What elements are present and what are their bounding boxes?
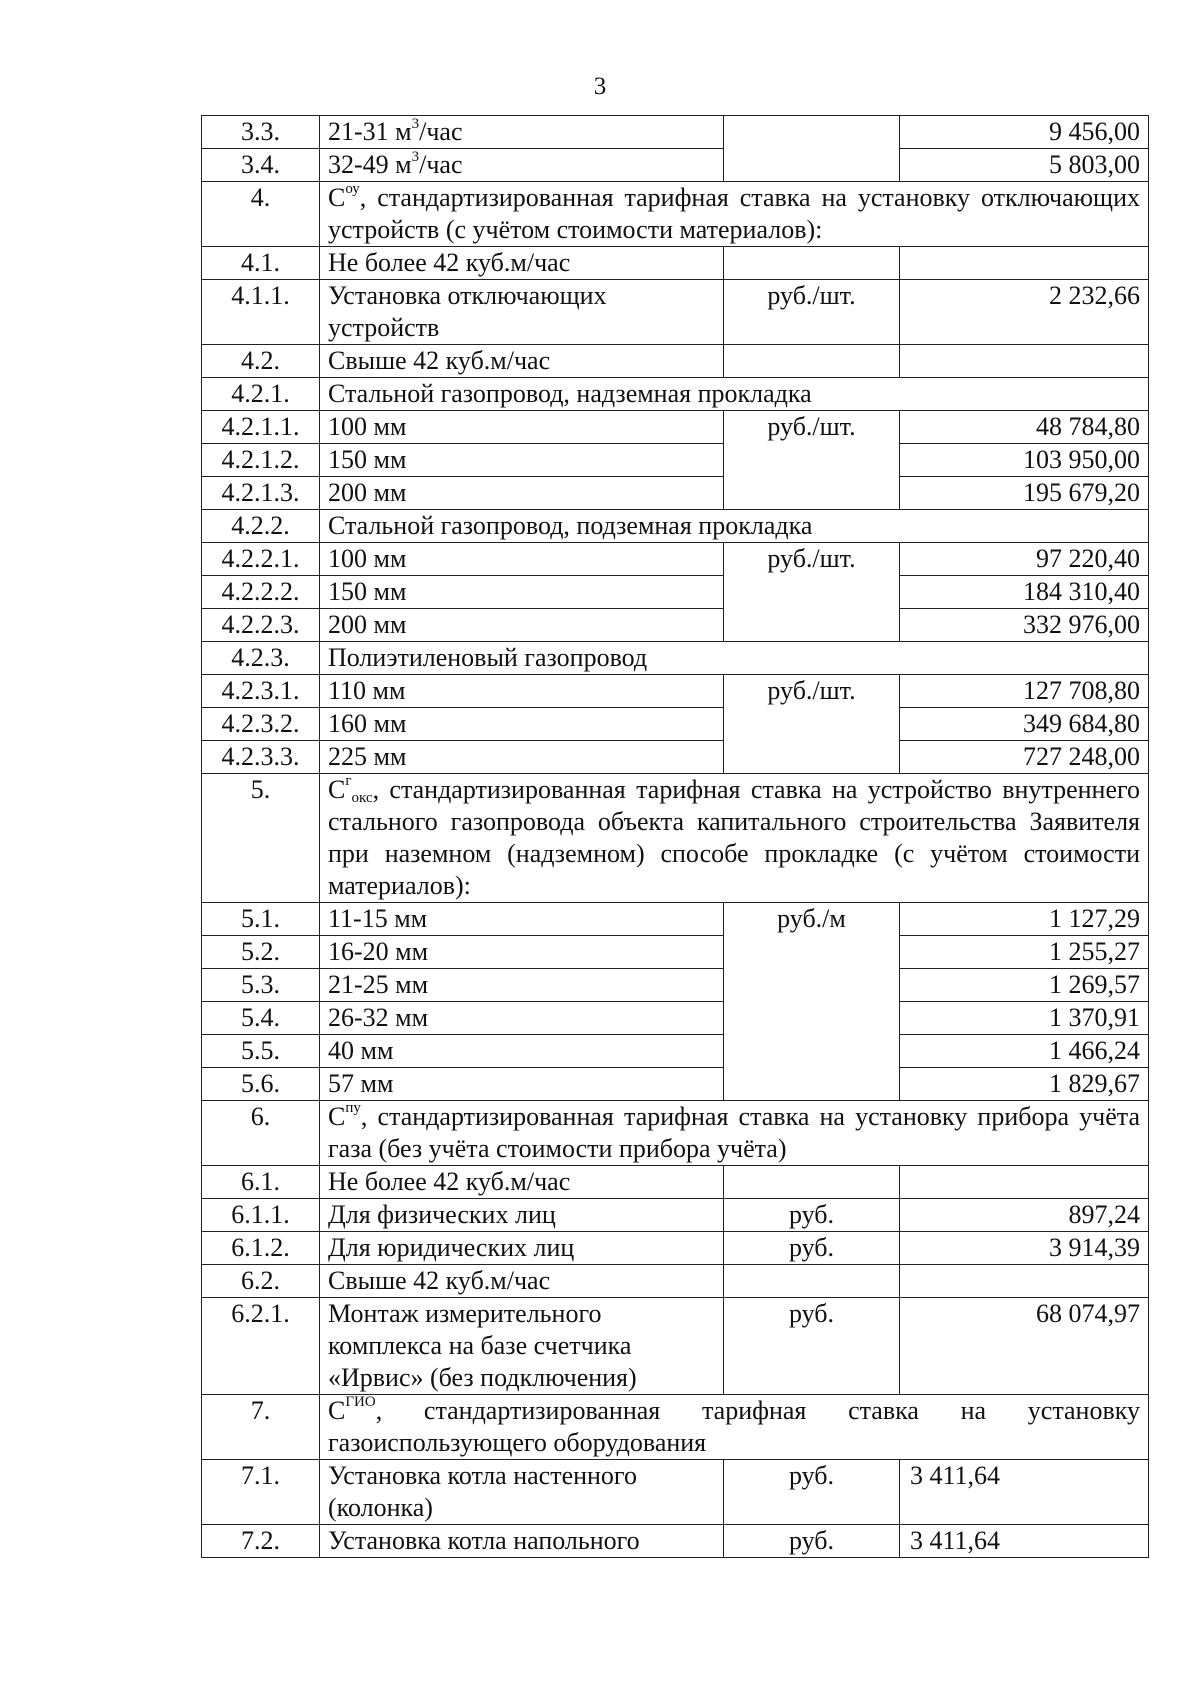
row-price: 68 074,97 bbox=[900, 1298, 1149, 1395]
table-row bbox=[202, 1232, 1149, 1265]
row-number: 5.2. bbox=[202, 936, 320, 969]
row-description: Для физических лиц bbox=[320, 1199, 724, 1232]
row-unit: руб./м bbox=[724, 903, 900, 1101]
row-number: 4.2.2.2. bbox=[202, 576, 320, 609]
table-row bbox=[202, 903, 1149, 936]
row-number: 6. bbox=[202, 1101, 320, 1166]
row-number: 6.1.1. bbox=[202, 1199, 320, 1232]
table-row bbox=[202, 477, 1149, 510]
row-price: 332 976,00 bbox=[900, 609, 1149, 642]
row-price bbox=[900, 247, 1149, 280]
row-description: 21-25 мм bbox=[320, 969, 724, 1002]
row-number: 4. bbox=[202, 182, 320, 247]
table-row bbox=[202, 345, 1149, 378]
row-description: Монтаж измерительного комплекса на базе счетчика «Ирвис» (без подключения) bbox=[320, 1298, 724, 1395]
table-row bbox=[202, 1166, 1149, 1199]
row-number: 4.2.1.1. bbox=[202, 411, 320, 444]
row-unit: руб. bbox=[724, 1525, 900, 1558]
row-price: 3 411,64 bbox=[900, 1460, 1149, 1525]
row-number: 7.1. bbox=[202, 1460, 320, 1525]
row-unit bbox=[724, 247, 900, 280]
table-row bbox=[202, 116, 1149, 149]
row-price: 48 784,80 bbox=[900, 411, 1149, 444]
row-unit: руб./шт. bbox=[724, 543, 900, 642]
section-heading: $С^{пу}$, стандартизированная тарифная ставка на установку прибора учёта газа (без учёта стоимости прибора учёта) bbox=[320, 1101, 1149, 1166]
row-price: 103 950,00 bbox=[900, 444, 1149, 477]
subsection-row bbox=[202, 378, 1149, 411]
row-price: 97 220,40 bbox=[900, 543, 1149, 576]
tariff-table bbox=[201, 115, 1149, 1558]
table-row bbox=[202, 1525, 1149, 1558]
row-description: Установка котла напольного bbox=[320, 1525, 724, 1558]
row-price bbox=[900, 1265, 1149, 1298]
row-description: 150 мм bbox=[320, 444, 724, 477]
row-description: 57 мм bbox=[320, 1068, 724, 1101]
row-description: 32-49 $м^3$/час bbox=[320, 149, 724, 182]
row-price: 9 456,00 bbox=[900, 116, 1149, 149]
row-price: 1 255,27 bbox=[900, 936, 1149, 969]
row-price: 3 411,64 bbox=[900, 1525, 1149, 1558]
row-number: 4.2.1.2. bbox=[202, 444, 320, 477]
table-row bbox=[202, 444, 1149, 477]
row-description: 40 мм bbox=[320, 1035, 724, 1068]
table-row bbox=[202, 936, 1149, 969]
row-description: 21-31 $м^3$/час bbox=[320, 116, 724, 149]
row-number: 4.2.2.3. bbox=[202, 609, 320, 642]
row-number: 4.2.3.3. bbox=[202, 741, 320, 774]
row-number: 4.2.1.3. bbox=[202, 477, 320, 510]
subsection-heading: Стальной газопровод, подземная прокладка bbox=[320, 510, 1149, 543]
row-number: 3.4. bbox=[202, 149, 320, 182]
table-row bbox=[202, 280, 1149, 345]
row-number: 6.2.1. bbox=[202, 1298, 320, 1395]
row-number: 5.1. bbox=[202, 903, 320, 936]
table-row bbox=[202, 675, 1149, 708]
row-number: 4.2. bbox=[202, 345, 320, 378]
row-description: 26-32 мм bbox=[320, 1002, 724, 1035]
row-price: 1 466,24 bbox=[900, 1035, 1149, 1068]
row-price: 897,24 bbox=[900, 1199, 1149, 1232]
row-unit bbox=[724, 1265, 900, 1298]
row-number: 4.2.2.1. bbox=[202, 543, 320, 576]
row-description: Не более 42 куб.м/час bbox=[320, 247, 724, 280]
row-number: 3.3. bbox=[202, 116, 320, 149]
row-number: 6.1.2. bbox=[202, 1232, 320, 1265]
row-description: 110 мм bbox=[320, 675, 724, 708]
section-row bbox=[202, 182, 1149, 247]
section-heading: $С^г_{окс}$, стандартизированная тарифная ставка на устройство внутреннего стального газопровода объекта капитального строительства Заявителя при наземном (надземном) способе прокладке (с учётом стоимости материалов): bbox=[320, 774, 1149, 903]
row-unit bbox=[724, 1166, 900, 1199]
row-price: 1 127,29 bbox=[900, 903, 1149, 936]
table-row bbox=[202, 1035, 1149, 1068]
table-row bbox=[202, 1265, 1149, 1298]
row-number: 6.2. bbox=[202, 1265, 320, 1298]
row-unit: руб./шт. bbox=[724, 411, 900, 510]
row-number: 5.6. bbox=[202, 1068, 320, 1101]
table-row bbox=[202, 1298, 1149, 1395]
row-number: 4.2.3. bbox=[202, 642, 320, 675]
row-unit: руб. bbox=[724, 1460, 900, 1525]
row-number: 4.1. bbox=[202, 247, 320, 280]
subsection-heading: Стальной газопровод, надземная прокладка bbox=[320, 378, 1149, 411]
table-row bbox=[202, 969, 1149, 1002]
row-price bbox=[900, 345, 1149, 378]
row-number: 4.2.3.1. bbox=[202, 675, 320, 708]
row-unit: руб. bbox=[724, 1199, 900, 1232]
row-price: 1 269,57 bbox=[900, 969, 1149, 1002]
table-row bbox=[202, 708, 1149, 741]
row-unit: руб. bbox=[724, 1298, 900, 1395]
row-price: 5 803,00 bbox=[900, 149, 1149, 182]
row-description: Установка котла настенного (колонка) bbox=[320, 1460, 724, 1525]
row-price: 3 914,39 bbox=[900, 1232, 1149, 1265]
table-row bbox=[202, 1002, 1149, 1035]
row-description: 11-15 мм bbox=[320, 903, 724, 936]
table-row bbox=[202, 411, 1149, 444]
table-row bbox=[202, 609, 1149, 642]
row-description: 160 мм bbox=[320, 708, 724, 741]
row-description: Для юридических лиц bbox=[320, 1232, 724, 1265]
row-number: 7.2. bbox=[202, 1525, 320, 1558]
row-price bbox=[900, 1166, 1149, 1199]
subsection-row bbox=[202, 510, 1149, 543]
row-number: 4.2.2. bbox=[202, 510, 320, 543]
subsection-heading: Полиэтиленовый газопровод bbox=[320, 642, 1149, 675]
row-unit bbox=[724, 345, 900, 378]
row-number: 4.2.1. bbox=[202, 378, 320, 411]
row-description: 225 мм bbox=[320, 741, 724, 774]
row-number: 7. bbox=[202, 1395, 320, 1460]
row-unit: руб./шт. bbox=[724, 675, 900, 774]
table-row bbox=[202, 149, 1149, 182]
row-unit: руб. bbox=[724, 1232, 900, 1265]
page-number: 3 bbox=[593, 73, 607, 100]
row-description: 100 мм bbox=[320, 411, 724, 444]
row-description: 150 мм bbox=[320, 576, 724, 609]
row-number: 4.1.1. bbox=[202, 280, 320, 345]
row-description: Свыше 42 куб.м/час bbox=[320, 345, 724, 378]
row-description: Свыше 42 куб.м/час bbox=[320, 1265, 724, 1298]
row-description: 200 мм bbox=[320, 477, 724, 510]
row-description: 16-20 мм bbox=[320, 936, 724, 969]
row-price: 184 310,40 bbox=[900, 576, 1149, 609]
row-number: 6.1. bbox=[202, 1166, 320, 1199]
row-description: Установка отключающих устройств bbox=[320, 280, 724, 345]
row-unit: руб./шт. bbox=[724, 280, 900, 345]
row-price: 727 248,00 bbox=[900, 741, 1149, 774]
row-price: 1 829,67 bbox=[900, 1068, 1149, 1101]
subsection-row bbox=[202, 642, 1149, 675]
section-row bbox=[202, 1101, 1149, 1166]
row-number: 5.3. bbox=[202, 969, 320, 1002]
table-row bbox=[202, 741, 1149, 774]
row-description: Не более 42 куб.м/час bbox=[320, 1166, 724, 1199]
row-price: 349 684,80 bbox=[900, 708, 1149, 741]
table-row bbox=[202, 1199, 1149, 1232]
row-price: 195 679,20 bbox=[900, 477, 1149, 510]
table-row bbox=[202, 1068, 1149, 1101]
row-price: 1 370,91 bbox=[900, 1002, 1149, 1035]
table-row bbox=[202, 576, 1149, 609]
table-row bbox=[202, 1460, 1149, 1525]
row-number: 5. bbox=[202, 774, 320, 903]
section-heading: $С^{ГИО}$, стандартизированная тарифная ставка на установку газоиспользующего оборудования bbox=[320, 1395, 1149, 1460]
row-number: 5.4. bbox=[202, 1002, 320, 1035]
row-unit bbox=[724, 116, 900, 182]
table-row bbox=[202, 247, 1149, 280]
row-number: 4.2.3.2. bbox=[202, 708, 320, 741]
section-heading: $С^{оу}$, стандартизированная тарифная ставка на установку отключающих устройств (с учётом стоимости материалов): bbox=[320, 182, 1149, 247]
row-price: 2 232,66 bbox=[900, 280, 1149, 345]
table-row bbox=[202, 543, 1149, 576]
section-row bbox=[202, 774, 1149, 903]
section-row bbox=[202, 1395, 1149, 1460]
row-description: 100 мм bbox=[320, 543, 724, 576]
row-number: 5.5. bbox=[202, 1035, 320, 1068]
row-price: 127 708,80 bbox=[900, 675, 1149, 708]
row-description: 200 мм bbox=[320, 609, 724, 642]
